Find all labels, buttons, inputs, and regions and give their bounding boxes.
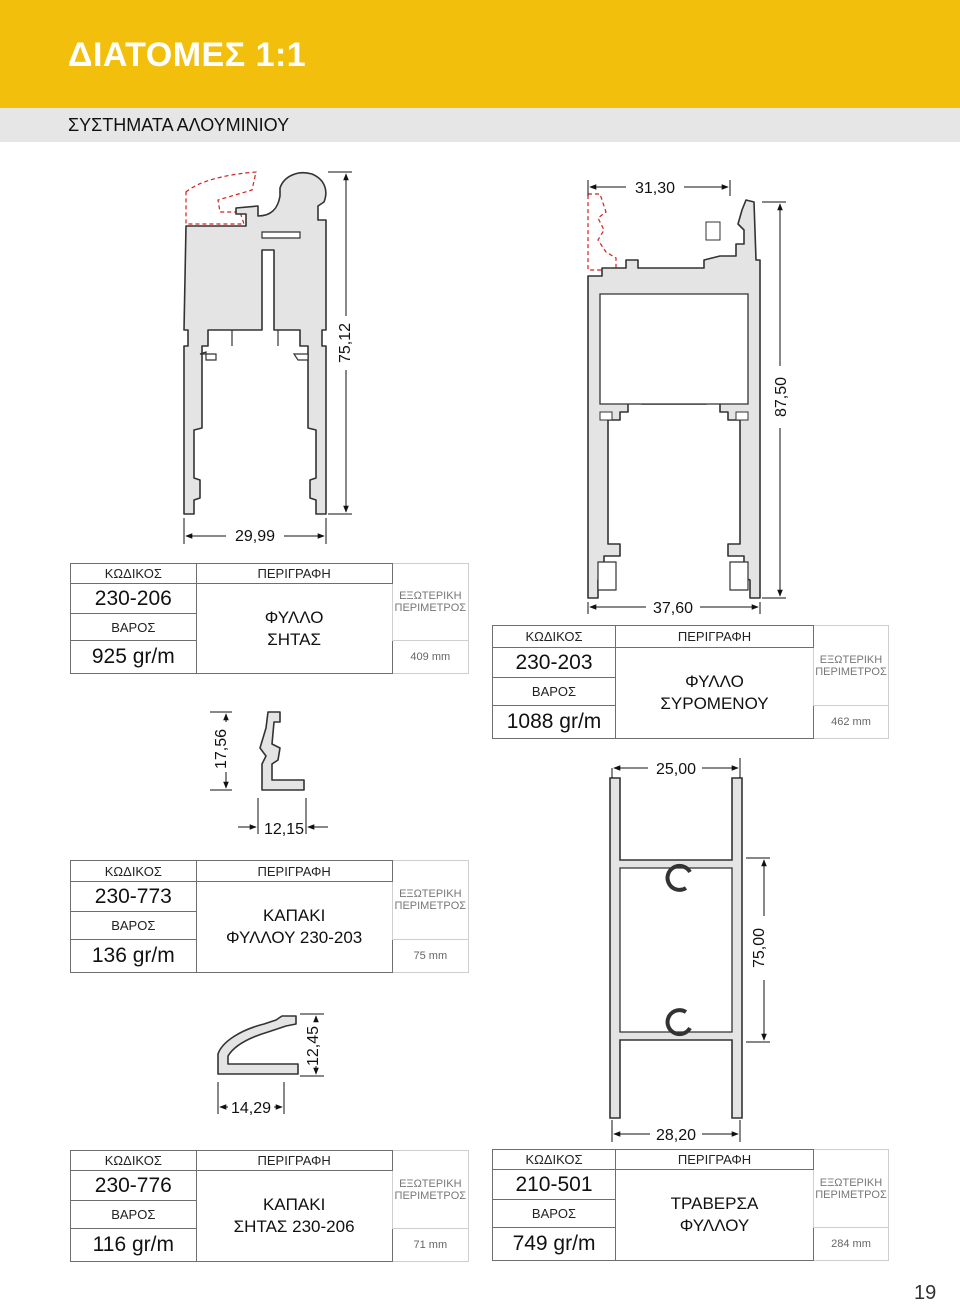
dim-label-37-60: 37,60 [652, 600, 694, 617]
weight-header: ΒΑΡΟΣ [71, 1201, 197, 1229]
code-header: ΚΩΔΙΚΟΣ [71, 1151, 197, 1171]
description-header: ΠΕΡΙΓΡΑΦΗ [196, 564, 392, 584]
product-code: 230-773 [71, 882, 197, 912]
spec-table-230-773 [70, 860, 469, 973]
product-code: 230-206 [71, 584, 197, 614]
product-perimeter: 284 mm [814, 1228, 889, 1261]
perimeter-header: ΕΞΩΤΕΡΙΚΗ ΠΕΡΙΜΕΤΡΟΣ [392, 564, 468, 641]
profile-230-203-drawing [588, 180, 790, 617]
dim-label-75-12: 75,12 [337, 322, 354, 364]
product-description: ΤΡΑΒΕΡΣΑ ΦΥΛΛΟΥ [616, 1170, 814, 1261]
product-weight: 136 gr/m [71, 940, 197, 973]
profile-230-773-drawing [210, 712, 328, 838]
page-subtitle: ΣΥΣΤΗΜΑΤΑ ΑΛΟΥΜΙΝΙΟΥ [68, 115, 290, 135]
code-header: ΚΩΔΙΚΟΣ [493, 1150, 616, 1170]
page-number: 19 [914, 1282, 937, 1304]
weight-header: ΒΑΡΟΣ [493, 678, 616, 706]
product-description: ΚΑΠΑΚΙ ΦΥΛΛΟΥ 230-203 [196, 882, 392, 973]
perimeter-header: ΕΞΩΤΕΡΙΚΗ ΠΕΡΙΜΕΤΡΟΣ [814, 626, 889, 706]
dim-label-31-30: 31,30 [634, 180, 676, 197]
code-header: ΚΩΔΙΚΟΣ [493, 626, 616, 648]
description-header: ΠΕΡΙΓΡΑΦΗ [616, 1150, 814, 1170]
dim-label-17-56: 17,56 [213, 728, 230, 770]
spec-table-230-206 [70, 563, 469, 674]
dim-label-75-00: 75,00 [751, 927, 768, 969]
product-weight: 1088 gr/m [493, 706, 616, 739]
product-code: 210-501 [493, 1170, 616, 1200]
description-header: ΠΕΡΙΓΡΑΦΗ [196, 861, 392, 882]
spec-table-230-203 [492, 625, 889, 739]
perimeter-header: ΕΞΩΤΕΡΙΚΗ ΠΕΡΙΜΕΤΡΟΣ [392, 1151, 468, 1229]
profile-210-501-drawing [610, 758, 770, 1144]
product-perimeter: 75 mm [392, 940, 468, 973]
code-header: ΚΩΔΙΚΟΣ [71, 564, 197, 584]
spec-table-210-501 [492, 1149, 889, 1261]
product-weight: 749 gr/m [493, 1228, 616, 1261]
weight-header: ΒΑΡΟΣ [71, 912, 197, 940]
dim-label-29-99: 29,99 [234, 528, 276, 545]
page-title: ΔΙΑΤΟΜΕΣ 1:1 [68, 36, 307, 74]
dim-label-28-20: 28,20 [655, 1127, 697, 1144]
description-header: ΠΕΡΙΓΡΑΦΗ [616, 626, 814, 648]
product-description: ΦΥΛΛΟ ΣΗΤΑΣ [196, 584, 392, 674]
product-perimeter: 409 mm [392, 641, 468, 674]
product-code: 230-776 [71, 1171, 197, 1201]
dim-label-87-50: 87,50 [773, 376, 790, 418]
profile-230-776-drawing [218, 1014, 324, 1117]
dim-label-14-29: 14,29 [230, 1100, 272, 1117]
profile-230-206-drawing [184, 172, 354, 545]
dim-label-12-45: 12,45 [305, 1025, 322, 1067]
dim-label-25-00: 25,00 [655, 761, 697, 778]
profile-body-230-776 [218, 1016, 298, 1074]
spec-table-230-776 [70, 1150, 469, 1262]
perimeter-header: ΕΞΩΤΕΡΙΚΗ ΠΕΡΙΜΕΤΡΟΣ [392, 861, 468, 940]
product-code: 230-203 [493, 648, 616, 678]
dashed-gasket-230-203 [588, 194, 616, 270]
perimeter-header: ΕΞΩΤΕΡΙΚΗ ΠΕΡΙΜΕΤΡΟΣ [814, 1150, 889, 1228]
product-description: ΚΑΠΑΚΙ ΣΗΤΑΣ 230-206 [196, 1171, 392, 1262]
product-weight: 925 gr/m [71, 641, 197, 674]
description-header: ΠΕΡΙΓΡΑΦΗ [196, 1151, 392, 1171]
product-perimeter: 462 mm [814, 706, 889, 739]
product-description: ΦΥΛΛΟ ΣΥΡΟΜΕΝΟΥ [616, 648, 814, 739]
weight-header: ΒΑΡΟΣ [71, 614, 197, 641]
product-perimeter: 71 mm [392, 1229, 468, 1262]
profile-body-230-773 [260, 712, 304, 790]
product-weight: 116 gr/m [71, 1229, 197, 1262]
dim-label-12-15: 12,15 [263, 821, 305, 838]
weight-header: ΒΑΡΟΣ [493, 1200, 616, 1228]
code-header: ΚΩΔΙΚΟΣ [71, 861, 197, 882]
